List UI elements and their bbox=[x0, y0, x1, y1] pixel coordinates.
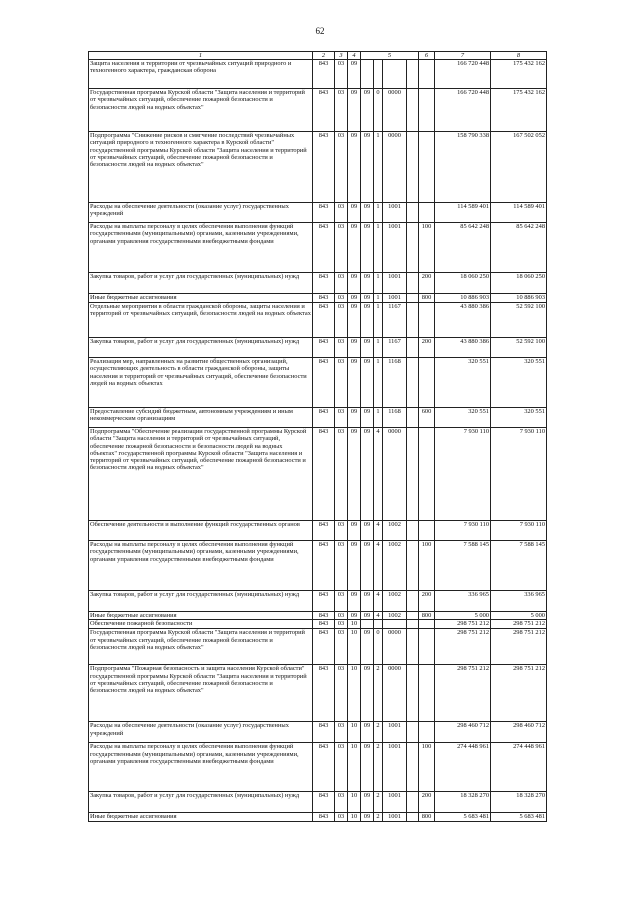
table-row bbox=[89, 792, 547, 813]
direction-code: 1001 bbox=[383, 223, 407, 273]
grbs-code: 843 bbox=[313, 591, 335, 612]
section-code: 03 bbox=[335, 273, 348, 294]
amount-year-2: 175 432 162 bbox=[491, 60, 547, 89]
subprogram-code: 4 bbox=[374, 521, 383, 541]
table-row bbox=[89, 338, 547, 358]
amount-year-2: 7 588 145 bbox=[491, 541, 547, 591]
program-code: 09 bbox=[361, 132, 374, 203]
amount-year-1: 320 551 bbox=[435, 358, 491, 408]
expense-type-code: 200 bbox=[419, 338, 435, 358]
direction-code: 0000 bbox=[383, 428, 407, 521]
section-code: 03 bbox=[335, 591, 348, 612]
header-cell: 7 bbox=[435, 52, 491, 60]
section-code: 03 bbox=[335, 358, 348, 408]
expense-type-code: 200 bbox=[419, 792, 435, 813]
grbs-code: 843 bbox=[313, 620, 335, 629]
amount-year-1: 18 060 250 bbox=[435, 273, 491, 294]
program-code: 09 bbox=[361, 521, 374, 541]
direction-code: 1001 bbox=[383, 813, 407, 822]
extra-code bbox=[407, 60, 419, 89]
extra-code bbox=[407, 722, 419, 743]
subsection-code: 09 bbox=[348, 89, 361, 132]
table-row bbox=[89, 89, 547, 132]
grbs-code: 843 bbox=[313, 89, 335, 132]
amount-year-2: 52 592 100 bbox=[491, 338, 547, 358]
subsection-code: 09 bbox=[348, 408, 361, 428]
direction-code bbox=[383, 620, 407, 629]
expense-type-code bbox=[419, 89, 435, 132]
header-cell: 4 bbox=[348, 52, 361, 60]
row-name: Подпрограмма "Пожарная безопасность и защита населения Курской области" государственной программы Курской области "Защита населения и территорий от чрезвычайных ситуаций, обеспечение пожарной безопасности и безопасности людей на водных объектах" bbox=[89, 665, 313, 722]
subsection-code: 09 bbox=[348, 60, 361, 89]
expense-type-code: 200 bbox=[419, 273, 435, 294]
subprogram-code: 0 bbox=[374, 89, 383, 132]
direction-code: 1001 bbox=[383, 743, 407, 792]
direction-code: 1001 bbox=[383, 294, 407, 303]
table-row bbox=[89, 612, 547, 620]
table-row bbox=[89, 428, 547, 521]
subprogram-code: 1 bbox=[374, 408, 383, 428]
expense-type-code: 200 bbox=[419, 591, 435, 612]
row-name: Иные бюджетные ассигнования bbox=[89, 294, 313, 303]
amount-year-1: 85 642 248 bbox=[435, 223, 491, 273]
subsection-code: 09 bbox=[348, 521, 361, 541]
amount-year-2: 7 930 110 bbox=[491, 521, 547, 541]
table-row bbox=[89, 722, 547, 743]
direction-code: 1001 bbox=[383, 792, 407, 813]
subprogram-code: 0 bbox=[374, 629, 383, 665]
row-name: Государственная программа Курской области "Защита населения и территорий от чрезвычайных ситуаций, обеспечение пожарной безопасности и безопасности людей на водных объектах" bbox=[89, 89, 313, 132]
grbs-code: 843 bbox=[313, 294, 335, 303]
grbs-code: 843 bbox=[313, 813, 335, 822]
row-name: Отдельные мероприятия в области гражданской обороны, защиты населения и территорий от чрезвычайных ситуаций, безопасности людей на водных объектах bbox=[89, 303, 313, 338]
row-name: Подпрограмма "Снижение рисков и смягчение последствий чрезвычайных ситуаций природного и техногенного характера в Курской области" государственной программы Курской области "Защита населения и территорий от чрезвычайных ситуаций, обеспечение пожарной безопасности и безопасности людей на водных объектах" bbox=[89, 132, 313, 203]
row-name: Закупка товаров, работ и услуг для государственных (муниципальных) нужд bbox=[89, 591, 313, 612]
subprogram-code: 4 bbox=[374, 428, 383, 521]
amount-year-2: 5 000 bbox=[491, 612, 547, 620]
extra-code bbox=[407, 743, 419, 792]
subsection-code: 09 bbox=[348, 612, 361, 620]
subsection-code: 09 bbox=[348, 303, 361, 338]
header-cell: 5 bbox=[361, 52, 419, 60]
amount-year-1: 43 880 386 bbox=[435, 303, 491, 338]
direction-code: 1001 bbox=[383, 722, 407, 743]
grbs-code: 843 bbox=[313, 358, 335, 408]
header-cell: 3 bbox=[335, 52, 348, 60]
subprogram-code bbox=[374, 620, 383, 629]
extra-code bbox=[407, 591, 419, 612]
subsection-code: 10 bbox=[348, 813, 361, 822]
expense-type-code: 100 bbox=[419, 223, 435, 273]
section-code: 03 bbox=[335, 294, 348, 303]
amount-year-1: 5 683 481 bbox=[435, 813, 491, 822]
direction-code: 1002 bbox=[383, 591, 407, 612]
expense-type-code bbox=[419, 203, 435, 223]
row-name: Расходы на выплаты персоналу в целях обеспечения выполнения функций государственными (муниципальными) органами, казенными учреждениями, органами управления государственными внебюджетными фондами bbox=[89, 743, 313, 792]
subsection-code: 09 bbox=[348, 294, 361, 303]
table-row bbox=[89, 629, 547, 665]
direction-code: 1001 bbox=[383, 203, 407, 223]
amount-year-1: 298 460 712 bbox=[435, 722, 491, 743]
table-row bbox=[89, 743, 547, 792]
extra-code bbox=[407, 223, 419, 273]
expense-type-code bbox=[419, 132, 435, 203]
amount-year-1: 274 448 961 bbox=[435, 743, 491, 792]
grbs-code: 843 bbox=[313, 60, 335, 89]
amount-year-2: 274 448 961 bbox=[491, 743, 547, 792]
program-code: 09 bbox=[361, 722, 374, 743]
row-name: Расходы на выплаты персоналу в целях обеспечения выполнения функций государственными (муниципальными) органами, казенными учреждениями, органами управления государственными внебюджетными фондами bbox=[89, 541, 313, 591]
subsection-code: 10 bbox=[348, 620, 361, 629]
expense-type-code bbox=[419, 521, 435, 541]
table-row bbox=[89, 541, 547, 591]
extra-code bbox=[407, 665, 419, 722]
extra-code bbox=[407, 792, 419, 813]
program-code: 09 bbox=[361, 223, 374, 273]
direction-code: 1002 bbox=[383, 612, 407, 620]
table-row bbox=[89, 223, 547, 273]
amount-year-2: 298 460 712 bbox=[491, 722, 547, 743]
direction-code: 1167 bbox=[383, 338, 407, 358]
direction-code: 1002 bbox=[383, 541, 407, 591]
budget-table bbox=[88, 51, 547, 822]
subsection-code: 09 bbox=[348, 591, 361, 612]
table-row bbox=[89, 294, 547, 303]
subsection-code: 09 bbox=[348, 223, 361, 273]
grbs-code: 843 bbox=[313, 223, 335, 273]
table-row bbox=[89, 358, 547, 408]
amount-year-2: 18 060 250 bbox=[491, 273, 547, 294]
header-cell: 6 bbox=[419, 52, 435, 60]
subsection-code: 09 bbox=[348, 428, 361, 521]
extra-code bbox=[407, 629, 419, 665]
expense-type-code: 600 bbox=[419, 408, 435, 428]
section-code: 03 bbox=[335, 612, 348, 620]
extra-code bbox=[407, 89, 419, 132]
amount-year-1: 320 551 bbox=[435, 408, 491, 428]
extra-code bbox=[407, 620, 419, 629]
amount-year-1: 298 751 212 bbox=[435, 665, 491, 722]
amount-year-1: 298 751 212 bbox=[435, 629, 491, 665]
direction-code: 0000 bbox=[383, 665, 407, 722]
page-number: 62 bbox=[315, 26, 325, 36]
grbs-code: 843 bbox=[313, 521, 335, 541]
amount-year-2: 298 751 212 bbox=[491, 665, 547, 722]
section-code: 03 bbox=[335, 541, 348, 591]
section-code: 03 bbox=[335, 303, 348, 338]
amount-year-1: 43 880 386 bbox=[435, 338, 491, 358]
grbs-code: 843 bbox=[313, 612, 335, 620]
amount-year-2: 114 589 401 bbox=[491, 203, 547, 223]
amount-year-1: 114 589 401 bbox=[435, 203, 491, 223]
extra-code bbox=[407, 132, 419, 203]
subprogram-code: 1 bbox=[374, 338, 383, 358]
subsection-code: 10 bbox=[348, 743, 361, 792]
program-code: 09 bbox=[361, 743, 374, 792]
section-code: 03 bbox=[335, 60, 348, 89]
subsection-code: 10 bbox=[348, 722, 361, 743]
row-name: Закупка товаров, работ и услуг для государственных (муниципальных) нужд bbox=[89, 792, 313, 813]
section-code: 03 bbox=[335, 620, 348, 629]
program-code: 09 bbox=[361, 358, 374, 408]
grbs-code: 843 bbox=[313, 132, 335, 203]
subsection-code: 09 bbox=[348, 358, 361, 408]
direction-code: 1168 bbox=[383, 408, 407, 428]
expense-type-code bbox=[419, 665, 435, 722]
grbs-code: 843 bbox=[313, 408, 335, 428]
row-name: Закупка товаров, работ и услуг для государственных (муниципальных) нужд bbox=[89, 338, 313, 358]
program-code: 09 bbox=[361, 792, 374, 813]
subprogram-code bbox=[374, 60, 383, 89]
row-name: Обеспечение деятельности и выполнение функций государственных органов bbox=[89, 521, 313, 541]
row-name: Расходы на обеспечение деятельности (оказание услуг) государственных учреждений bbox=[89, 722, 313, 743]
subsection-code: 09 bbox=[348, 203, 361, 223]
grbs-code: 843 bbox=[313, 743, 335, 792]
subprogram-code: 1 bbox=[374, 303, 383, 338]
amount-year-1: 336 965 bbox=[435, 591, 491, 612]
amount-year-2: 298 751 212 bbox=[491, 629, 547, 665]
grbs-code: 843 bbox=[313, 665, 335, 722]
amount-year-2: 167 502 052 bbox=[491, 132, 547, 203]
row-name: Реализация мер, направленных на развитие общественных организаций, осуществляющих деятельность в области гражданской обороны, защиты населения и территорий от чрезвычайных ситуаций, обеспечение безопасности людей на водных объектах bbox=[89, 358, 313, 408]
direction-code: 0000 bbox=[383, 89, 407, 132]
table-row bbox=[89, 203, 547, 223]
subsection-code: 10 bbox=[348, 629, 361, 665]
row-name: Иные бюджетные ассигнования bbox=[89, 612, 313, 620]
extra-code bbox=[407, 541, 419, 591]
grbs-code: 843 bbox=[313, 203, 335, 223]
row-name: Подпрограмма "Обеспечение реализации государственной программы Курской области "Защита населения и территорий от чрезвычайных ситуаций, обеспечение пожарной безопасности и безопасности людей на водных объектах" государственной программы Курской области "Защита населения и территорий от чрезвычайных ситуаций, обеспечение пожарной безопасности и безопасности людей на водных объектах" bbox=[89, 428, 313, 521]
expense-type-code: 800 bbox=[419, 294, 435, 303]
direction-code: 1002 bbox=[383, 521, 407, 541]
table-row bbox=[89, 591, 547, 612]
extra-code bbox=[407, 521, 419, 541]
amount-year-1: 7 588 145 bbox=[435, 541, 491, 591]
section-code: 03 bbox=[335, 722, 348, 743]
program-code: 09 bbox=[361, 591, 374, 612]
amount-year-1: 166 720 448 bbox=[435, 60, 491, 89]
amount-year-1: 298 751 212 bbox=[435, 620, 491, 629]
program-code: 09 bbox=[361, 428, 374, 521]
subprogram-code: 2 bbox=[374, 813, 383, 822]
row-name: Иные бюджетные ассигнования bbox=[89, 813, 313, 822]
table-row bbox=[89, 813, 547, 822]
section-code: 03 bbox=[335, 203, 348, 223]
subsection-code: 09 bbox=[348, 132, 361, 203]
amount-year-2: 320 551 bbox=[491, 358, 547, 408]
amount-year-2: 7 930 110 bbox=[491, 428, 547, 521]
subprogram-code: 1 bbox=[374, 223, 383, 273]
header-row bbox=[89, 52, 547, 60]
table-row bbox=[89, 620, 547, 629]
direction-code: 0000 bbox=[383, 629, 407, 665]
table-row bbox=[89, 60, 547, 89]
section-code: 03 bbox=[335, 629, 348, 665]
expense-type-code: 100 bbox=[419, 743, 435, 792]
row-name: Предоставление субсидий бюджетным, автономным учреждениям и иным некоммерческим организациям bbox=[89, 408, 313, 428]
subsection-code: 10 bbox=[348, 792, 361, 813]
program-code: 09 bbox=[361, 294, 374, 303]
section-code: 03 bbox=[335, 743, 348, 792]
grbs-code: 843 bbox=[313, 722, 335, 743]
program-code: 09 bbox=[361, 203, 374, 223]
row-name: Обеспечение пожарной безопасности bbox=[89, 620, 313, 629]
section-code: 03 bbox=[335, 792, 348, 813]
table-row bbox=[89, 521, 547, 541]
table-row bbox=[89, 665, 547, 722]
amount-year-2: 52 592 100 bbox=[491, 303, 547, 338]
subprogram-code: 1 bbox=[374, 273, 383, 294]
extra-code bbox=[407, 338, 419, 358]
subsection-code: 09 bbox=[348, 273, 361, 294]
expense-type-code: 800 bbox=[419, 813, 435, 822]
subsection-code: 09 bbox=[348, 338, 361, 358]
section-code: 03 bbox=[335, 665, 348, 722]
direction-code: 1167 bbox=[383, 303, 407, 338]
expense-type-code: 800 bbox=[419, 612, 435, 620]
grbs-code: 843 bbox=[313, 273, 335, 294]
subprogram-code: 4 bbox=[374, 612, 383, 620]
extra-code bbox=[407, 294, 419, 303]
expense-type-code bbox=[419, 303, 435, 338]
amount-year-2: 5 683 481 bbox=[491, 813, 547, 822]
subprogram-code: 1 bbox=[374, 294, 383, 303]
amount-year-2: 175 432 162 bbox=[491, 89, 547, 132]
grbs-code: 843 bbox=[313, 629, 335, 665]
header-cell: 1 bbox=[89, 52, 313, 60]
program-code: 09 bbox=[361, 813, 374, 822]
program-code: 09 bbox=[361, 665, 374, 722]
program-code bbox=[361, 60, 374, 89]
extra-code bbox=[407, 303, 419, 338]
header-cell: 8 bbox=[491, 52, 547, 60]
subprogram-code: 4 bbox=[374, 541, 383, 591]
grbs-code: 843 bbox=[313, 428, 335, 521]
program-code: 09 bbox=[361, 303, 374, 338]
table-row bbox=[89, 273, 547, 294]
amount-year-2: 18 328 270 bbox=[491, 792, 547, 813]
subprogram-code: 1 bbox=[374, 132, 383, 203]
program-code: 09 bbox=[361, 89, 374, 132]
row-name: Государственная программа Курской области "Защита населения и территорий от чрезвычайных ситуаций, обеспечение пожарной безопасности и безопасности людей на водных объектах" bbox=[89, 629, 313, 665]
amount-year-2: 85 642 248 bbox=[491, 223, 547, 273]
extra-code bbox=[407, 408, 419, 428]
section-code: 03 bbox=[335, 408, 348, 428]
extra-code bbox=[407, 273, 419, 294]
amount-year-1: 7 930 110 bbox=[435, 428, 491, 521]
expense-type-code bbox=[419, 428, 435, 521]
row-name: Закупка товаров, работ и услуг для государственных (муниципальных) нужд bbox=[89, 273, 313, 294]
subprogram-code: 2 bbox=[374, 722, 383, 743]
amount-year-1: 10 886 903 bbox=[435, 294, 491, 303]
amount-year-2: 336 965 bbox=[491, 591, 547, 612]
table-row bbox=[89, 132, 547, 203]
subsection-code: 10 bbox=[348, 665, 361, 722]
section-code: 03 bbox=[335, 223, 348, 273]
expense-type-code bbox=[419, 358, 435, 408]
table-row bbox=[89, 303, 547, 338]
amount-year-1: 166 720 448 bbox=[435, 89, 491, 132]
extra-code bbox=[407, 612, 419, 620]
grbs-code: 843 bbox=[313, 792, 335, 813]
section-code: 03 bbox=[335, 813, 348, 822]
extra-code bbox=[407, 813, 419, 822]
expense-type-code bbox=[419, 620, 435, 629]
subprogram-code: 4 bbox=[374, 591, 383, 612]
subprogram-code: 2 bbox=[374, 792, 383, 813]
subprogram-code: 1 bbox=[374, 358, 383, 408]
section-code: 03 bbox=[335, 338, 348, 358]
program-code: 09 bbox=[361, 338, 374, 358]
program-code bbox=[361, 620, 374, 629]
amount-year-1: 5 000 bbox=[435, 612, 491, 620]
row-name: Расходы на выплаты персоналу в целях обеспечения выполнения функций государственными (муниципальными) органами, казенными учреждениями, органами управления государственными внебюджетными фондами bbox=[89, 223, 313, 273]
table-row bbox=[89, 408, 547, 428]
program-code: 09 bbox=[361, 612, 374, 620]
subsection-code: 09 bbox=[348, 541, 361, 591]
direction-code: 1001 bbox=[383, 273, 407, 294]
program-code: 09 bbox=[361, 273, 374, 294]
expense-type-code bbox=[419, 722, 435, 743]
amount-year-2: 298 751 212 bbox=[491, 620, 547, 629]
program-code: 09 bbox=[361, 408, 374, 428]
amount-year-1: 158 790 338 bbox=[435, 132, 491, 203]
amount-year-1: 7 930 110 bbox=[435, 521, 491, 541]
section-code: 03 bbox=[335, 521, 348, 541]
extra-code bbox=[407, 358, 419, 408]
grbs-code: 843 bbox=[313, 303, 335, 338]
section-code: 03 bbox=[335, 89, 348, 132]
row-name: Расходы на обеспечение деятельности (оказание услуг) государственных учреждений bbox=[89, 203, 313, 223]
section-code: 03 bbox=[335, 132, 348, 203]
direction-code bbox=[383, 60, 407, 89]
amount-year-2: 10 886 903 bbox=[491, 294, 547, 303]
subprogram-code: 2 bbox=[374, 665, 383, 722]
header-cell: 2 bbox=[313, 52, 335, 60]
direction-code: 1168 bbox=[383, 358, 407, 408]
extra-code bbox=[407, 203, 419, 223]
expense-type-code: 100 bbox=[419, 541, 435, 591]
extra-code bbox=[407, 428, 419, 521]
amount-year-2: 320 551 bbox=[491, 408, 547, 428]
direction-code: 0000 bbox=[383, 132, 407, 203]
program-code: 09 bbox=[361, 541, 374, 591]
row-name: Защита населения и территории от чрезвычайных ситуаций природного и техногенного характера, гражданская оборона bbox=[89, 60, 313, 89]
grbs-code: 843 bbox=[313, 338, 335, 358]
grbs-code: 843 bbox=[313, 541, 335, 591]
expense-type-code bbox=[419, 629, 435, 665]
subprogram-code: 1 bbox=[374, 203, 383, 223]
program-code: 09 bbox=[361, 629, 374, 665]
expense-type-code bbox=[419, 60, 435, 89]
subprogram-code: 2 bbox=[374, 743, 383, 792]
amount-year-1: 18 328 270 bbox=[435, 792, 491, 813]
section-code: 03 bbox=[335, 428, 348, 521]
